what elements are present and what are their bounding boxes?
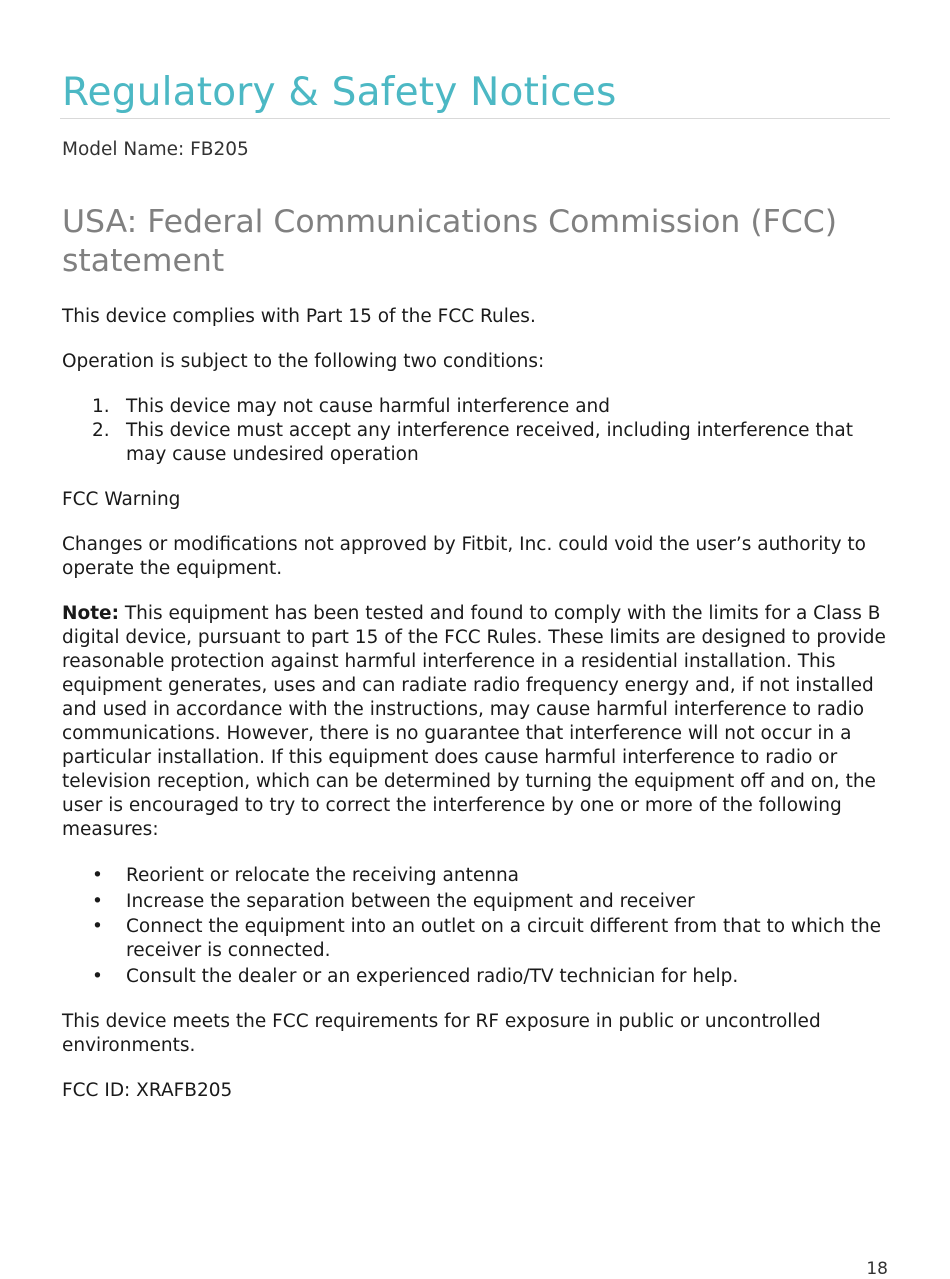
page-title: Regulatory & Safety Notices [62,70,617,115]
list-item [62,864,887,888]
bullet-icon: • [92,916,103,937]
bullet-icon: • [92,890,103,912]
list-item-text: This device must accept any interference received, including interference that may cause undesired operation [126,420,853,465]
fcc-warning-heading: FCC Warning [62,489,181,510]
list-item [62,965,887,989]
page-number: 18 [866,1259,888,1279]
section-heading: USA: Federal Communications Commission (FCC) statement [62,204,838,279]
list-number: 2. [92,420,110,441]
bullet-icon: • [92,865,103,886]
list-item [62,915,887,963]
title-divider [60,118,890,119]
list-item [62,395,887,419]
note-paragraph [62,602,887,842]
list-item-text: This device may not cause harmful interference and [126,396,610,417]
fcc-id: FCC ID: XRAFB205 [62,1080,233,1101]
compliance-paragraph: This device complies with Part 15 of the FCC Rules. [62,306,536,327]
conditions-intro-paragraph: Operation is subject to the following two conditions: [62,351,545,372]
model-name: Model Name: FB205 [62,139,249,160]
measures-list [62,864,887,990]
list-item-text: Consult the dealer or an experienced radio/TV technician for help. [126,965,739,987]
conditions-list [62,395,887,467]
rf-exposure-paragraph: This device meets the FCC requirements for RF exposure in public or uncontrolled environments. [62,1011,821,1056]
list-item [62,890,887,914]
bullet-icon: • [92,965,103,987]
changes-paragraph: Changes or modifications not approved by Fitbit, Inc. could void the user’s authority to operate the equipment. [62,534,867,579]
list-item-text: Connect the equipment into an outlet on a circuit different from that to which the receiver is connected. [126,916,882,961]
list-item-text: Reorient or relocate the receiving antenna [126,865,520,886]
list-number: 1. [92,396,110,417]
list-item [62,419,887,467]
note-label: Note: [62,603,119,624]
list-item-text: Increase the separation between the equipment and receiver [126,890,695,912]
note-text: This equipment has been tested and found to comply with the limits for a Class B digital device, pursuant to part 15 of the FCC Rules. These limits are designed to provide reasonable protection against harmful interference in a residential installation. This equipment generates, uses and can radiate radio frequency energy and, if not installed and used in accordance with the instructions, may cause harmful interference to radio communications. However, there is no guarantee that interference will not occur in a particular installation. If this equipment does cause harmful interference to radio or television reception, which can be determined by turning the equipment off and on, the user is encouraged to try to correct the interference by one or more of the following measures: [62,603,886,840]
